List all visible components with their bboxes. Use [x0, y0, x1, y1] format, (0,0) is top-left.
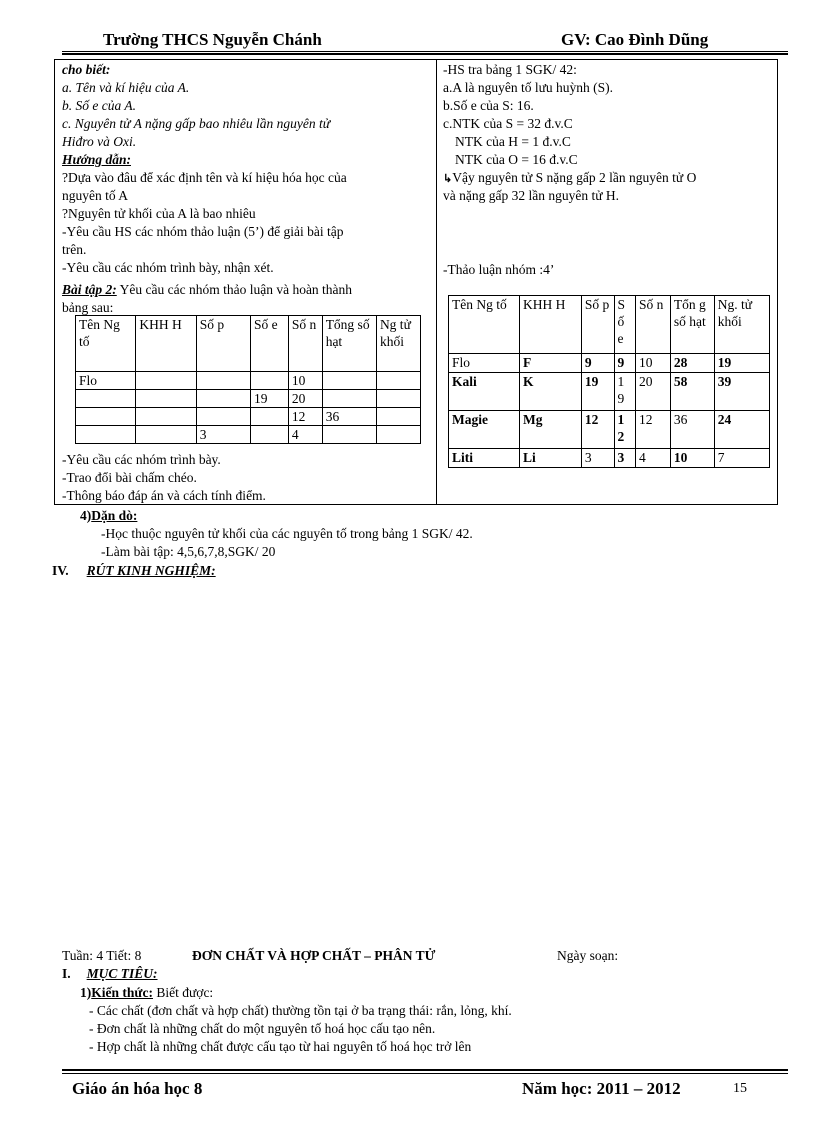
- right-line-6: NTK của O = 16 đ.v.C: [455, 152, 578, 167]
- right-cell: 10: [670, 449, 714, 468]
- right-cell: 3: [614, 449, 635, 468]
- lesson-week: Tuần: 4 Tiết: 8: [62, 948, 142, 963]
- left-cell: [196, 408, 250, 426]
- right-cell: 3: [581, 449, 614, 468]
- right-th-6: Ng. tử khối: [714, 296, 769, 354]
- left-cell: [196, 372, 250, 390]
- right-th-5: Tổn g số hạt: [670, 296, 714, 354]
- left-cell: [322, 426, 376, 444]
- left-line-2: [62, 79, 189, 97]
- right-cell: 19: [714, 354, 769, 373]
- dan-do-num: 4): [80, 508, 92, 523]
- section-iv: [52, 562, 216, 580]
- footer-left: Giáo án hóa học 8: [72, 1079, 203, 1098]
- left-after-3: -Thông báo đáp án và cách tính điểm.: [62, 488, 266, 503]
- left-line-1: cho biết:: [62, 62, 111, 77]
- left-cell: [196, 390, 250, 408]
- table-row: [76, 372, 421, 390]
- right-cell: 19: [581, 373, 614, 411]
- arrow-icon: ↳: [443, 173, 453, 185]
- left-cell: 12: [288, 408, 322, 426]
- right-th-3: S ố e: [614, 296, 635, 354]
- right-cell: 7: [714, 449, 769, 468]
- left-line-10: -Yêu cầu HS các nhóm thảo luận (5’) để giải bài tập: [62, 224, 344, 239]
- bai-tap-2-text: Yêu cầu các nhóm thảo luận và hoàn thành: [116, 282, 353, 297]
- left-cell: 10: [288, 372, 322, 390]
- left-th-2: Số p: [196, 316, 250, 372]
- left-line-4: c. Nguyên tử A nặng gấp bao nhiêu lần nguyên tử: [62, 116, 331, 131]
- footer-year: Năm học: 2011 – 2012: [522, 1079, 681, 1098]
- section-iv-title: RÚT KINH NGHIỆM:: [86, 563, 216, 578]
- right-cell: F: [519, 354, 581, 373]
- right-cell: 4: [635, 449, 670, 468]
- right-cell: 1 9: [614, 373, 635, 411]
- right-cell: 9: [614, 354, 635, 373]
- kien-thuc-num: 1): [80, 985, 92, 1000]
- right-cell: 20: [635, 373, 670, 411]
- right-cell: 9: [581, 354, 614, 373]
- left-cell: [376, 408, 420, 426]
- right-line-1: -HS tra bảng 1 SGK/ 42:: [443, 62, 577, 77]
- left-cell: 19: [251, 390, 289, 408]
- left-cell: [376, 372, 420, 390]
- left-cell: 4: [288, 426, 322, 444]
- right-cell: Mg: [519, 411, 581, 449]
- right-line-9: -Thảo luận nhóm :4’: [443, 262, 555, 277]
- right-cell: 39: [714, 373, 769, 411]
- right-cell: Flo: [449, 354, 520, 373]
- huong-dan-heading: Hướng dẫn:: [62, 152, 131, 167]
- dan-do-heading: [80, 507, 137, 525]
- left-line-7: ?Dựa vào đâu để xác định tên và kí hiệu hóa học của: [62, 170, 347, 185]
- right-table-header-row: [449, 296, 770, 354]
- left-after-2: -Trao đổi bài chấm chéo.: [62, 470, 197, 485]
- left-table-header-row: [76, 316, 421, 372]
- right-cell: 12: [581, 411, 614, 449]
- left-line-14: bảng sau:: [62, 300, 114, 315]
- dan-do-line-1: -Học thuộc nguyên tử khối của các nguyên tố trong bảng 1 SGK/ 42.: [101, 526, 473, 541]
- right-th-1: KHH H: [519, 296, 581, 354]
- muc-tieu: [62, 965, 158, 983]
- left-line-11: trên.: [62, 242, 87, 257]
- left-cell: [76, 408, 136, 426]
- table-row: [449, 411, 770, 449]
- left-cell: [136, 390, 196, 408]
- left-cell: 36: [322, 408, 376, 426]
- right-line-4: c.NTK của S = 32 đ.v.C: [443, 116, 573, 131]
- left-cell: [251, 408, 289, 426]
- header-teacher: GV: Cao Đình Dũng: [561, 30, 709, 49]
- right-line-8: và nặng gấp 32 lần nguyên tử H.: [443, 188, 620, 203]
- left-cell: [76, 390, 136, 408]
- bai-tap-2-line: [62, 281, 352, 299]
- right-cell: 10: [635, 354, 670, 373]
- right-line-5: NTK của H = 1 đ.v.C: [455, 134, 571, 149]
- left-cell: [322, 390, 376, 408]
- right-cell: Magie: [449, 411, 520, 449]
- right-cell: 12: [635, 411, 670, 449]
- left-line-12: -Yêu cầu các nhóm trình bày, nhận xét.: [62, 260, 274, 275]
- muc-tieu-num: I.: [62, 966, 71, 981]
- right-column: [443, 61, 773, 281]
- right-cell: 58: [670, 373, 714, 411]
- section-iv-num: IV.: [52, 563, 69, 578]
- right-line-2: a.A là nguyên tố lưu huỳnh (S).: [443, 80, 614, 95]
- right-th-0: Tên Ng tố: [449, 296, 520, 354]
- right-cell: 28: [670, 354, 714, 373]
- left-cell: Flo: [76, 372, 136, 390]
- right-line-7: [443, 169, 696, 188]
- left-cell: [136, 408, 196, 426]
- left-line-9: ?Nguyên tử khối của A là bao nhiêu: [62, 206, 256, 221]
- left-cell: [376, 390, 420, 408]
- header-school: Trường THCS Nguyễn Chánh: [103, 30, 322, 49]
- column-divider: [436, 59, 437, 504]
- muc-tieu-title: MỤC TIÊU:: [86, 966, 158, 981]
- table-row: [449, 373, 770, 411]
- left-th-6: Ng tử khối: [376, 316, 420, 372]
- left-cell: [251, 426, 289, 444]
- table-row: [76, 426, 421, 444]
- dan-do-line-2: -Làm bài tập: 4,5,6,7,8,SGK/ 20: [101, 544, 276, 559]
- right-th-4: Số n: [635, 296, 670, 354]
- left-cell: [136, 372, 196, 390]
- left-th-3: Số e: [251, 316, 289, 372]
- right-th-2: Số p: [581, 296, 614, 354]
- right-cell: 24: [714, 411, 769, 449]
- left-line-2-text: a. Tên và kí hiệu của A.: [62, 80, 190, 95]
- lesson-title: ĐƠN CHẤT VÀ HỢP CHẤT – PHÂN TỬ: [192, 948, 436, 963]
- lesson-bullet-2: - Đơn chất là những chất do một nguyên tố hoá học cấu tạo nên.: [89, 1021, 436, 1036]
- left-cell: [136, 426, 196, 444]
- footer-rule: [62, 1073, 788, 1074]
- header-rule: [62, 51, 788, 52]
- left-th-5: Tổng số hạt: [322, 316, 376, 372]
- right-cell: K: [519, 373, 581, 411]
- left-cell: [76, 426, 136, 444]
- lesson-bullet-3: - Hợp chất là những chất được cấu tạo từ hai nguyên tố hoá học trở lên: [89, 1039, 472, 1054]
- table-row: [449, 449, 770, 468]
- left-table: [75, 315, 421, 444]
- page-number: 15: [733, 1081, 747, 1096]
- table-row: [449, 354, 770, 373]
- right-table: [448, 295, 770, 468]
- right-line-3: b.Số e của S: 16.: [443, 98, 534, 113]
- kien-thuc: [80, 984, 213, 1002]
- left-line-3: b. Số e của A.: [62, 98, 136, 113]
- right-cell: 36: [670, 411, 714, 449]
- right-line-7-text: Vậy nguyên tử S nặng gấp 2 lần nguyên tử O: [452, 170, 697, 185]
- right-cell: Li: [519, 449, 581, 468]
- lesson-bullet-1: - Các chất (đơn chất và hợp chất) thường tồn tại ở ba trạng thái: rắn, lỏng, khí.: [89, 1003, 512, 1018]
- left-cell: [251, 372, 289, 390]
- left-line-5: Hiđro và Oxi.: [62, 134, 137, 149]
- table-row: [76, 390, 421, 408]
- header-rule-thick: [62, 53, 788, 55]
- right-cell: 1 2: [614, 411, 635, 449]
- left-after-1: -Yêu cầu các nhóm trình bày.: [62, 452, 221, 467]
- right-cell: Kali: [449, 373, 520, 411]
- left-th-0: Tên Ng tố: [76, 316, 136, 372]
- left-cell: 3: [196, 426, 250, 444]
- kien-thuc-title: Kiến thức:: [91, 985, 153, 1000]
- left-th-4: Số n: [288, 316, 322, 372]
- dan-do-title: Dặn dò:: [91, 508, 138, 523]
- footer-rule-thick: [62, 1069, 788, 1071]
- table-row: [76, 408, 421, 426]
- lesson-date: Ngày soạn:: [557, 948, 619, 963]
- left-line-8: nguyên tố A: [62, 188, 128, 203]
- bai-tap-2-title: Bài tập 2:: [62, 282, 117, 297]
- left-cell: [376, 426, 420, 444]
- left-th-1: KHH H: [136, 316, 196, 372]
- kien-thuc-text: Biết được:: [152, 985, 214, 1000]
- left-cell: 20: [288, 390, 322, 408]
- right-cell: Liti: [449, 449, 520, 468]
- left-cell: [322, 372, 376, 390]
